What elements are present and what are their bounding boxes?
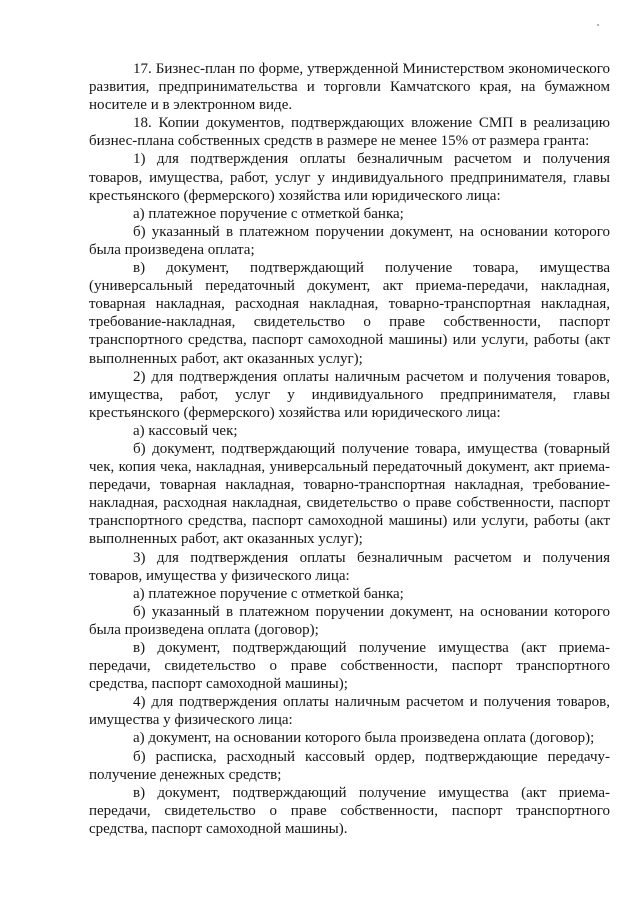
paragraph-subitem-4b: б) расписка, расходный кассовый ордер, подтверждающие передачу-получение денежных средств;: [89, 748, 610, 783]
paragraph-subitem-1a: а) платежное поручение с отметкой банка;: [133, 205, 404, 222]
paragraph-subitem-1: 1) для подтверждения оплаты безналичным расчетом и получения товаров, имущества, работ, услуг у индивидуального предпринимателя, главы крестьянского (фермерского) хозяйства или юридического лица:: [89, 151, 610, 204]
paragraph-subitem-3: 3) для подтверждения оплаты безналичным расчетом и получения товаров, имущества у физического лица:: [89, 549, 610, 584]
paragraph-subitem-2b: б) документ, подтверждающий получение товара, имущества (товарный чек, копия чека, накладная, универсальный передаточный документ, акт приема-передачи, товарная накладная, товарно-транспортная накладная, требование-накладная, расходная накладная, свидетельство о праве собственности, паспорт транспортного средства, паспорт самоходной машины) или услуги, работы (акт выполненных работ, акт оказанных услуг);: [89, 440, 610, 548]
paragraph-subitem-4: 4) для подтверждения оплаты наличным расчетом и получения товаров, имущества у физического лица:: [89, 694, 610, 729]
document-body: [89, 60, 610, 838]
paragraph-subitem-2a: а) кассовый чек;: [133, 422, 238, 439]
paragraph-subitem-1v: в) документ, подтверждающий получение товара, имущества (универсальный передаточный документ, акт приема-передачи, накладная, товарная накладная, расходная накладная, товарно-транспортная накладная, требование-накладная, свидетельство о праве собственности, паспорт транспортного средства, паспорт самоходной машины) или услуги, работы (акт выполненных работ, акт оказанных услуг);: [89, 260, 610, 367]
paragraph-subitem-1b: б) указанный в платежном поручении документ, на основании которого была произведена оплата;: [89, 223, 610, 258]
paragraph-subitem-3b: б) указанный в платежном поручении документ, на основании которого была произведена оплата (договор);: [89, 603, 610, 638]
paragraph-subitem-3v: в) документ, подтверждающий получение имущества (акт приема-передачи, свидетельство о праве собственности, паспорт транспортного средства, паспорт самоходной машины);: [89, 640, 610, 693]
paragraph-subitem-2: 2) для подтверждения оплаты наличным расчетом и получения товаров, имущества, работ, услуг у индивидуального предпринимателя, главы крестьянского (фермерского) хозяйства или юридического лица:: [89, 368, 610, 421]
paragraph-subitem-3a: а) платежное поручение с отметкой банка;: [133, 585, 404, 602]
paragraph-subitem-4v: в) документ, подтверждающий получение имущества (акт приема-передачи, свидетельство о праве собственности, паспорт транспортного средства, паспорт самоходной машины).: [89, 784, 610, 837]
scan-speck: [597, 24, 599, 26]
paragraph-subitem-4a: а) документ, на основании которого была произведена оплата (договор);: [133, 730, 595, 747]
paragraph-item-17: 17. Бизнес-план по форме, утвержденной Министерством экономического развития, предпринимательства и торговли Камчатского края, на бумажном носителе и в электронном виде.: [89, 61, 610, 114]
paragraph-item-18: 18. Копии документов, подтверждающих вложение СМП в реализацию бизнес-плана собственных средств в размере не менее 15% от размера гранта:: [89, 115, 610, 150]
